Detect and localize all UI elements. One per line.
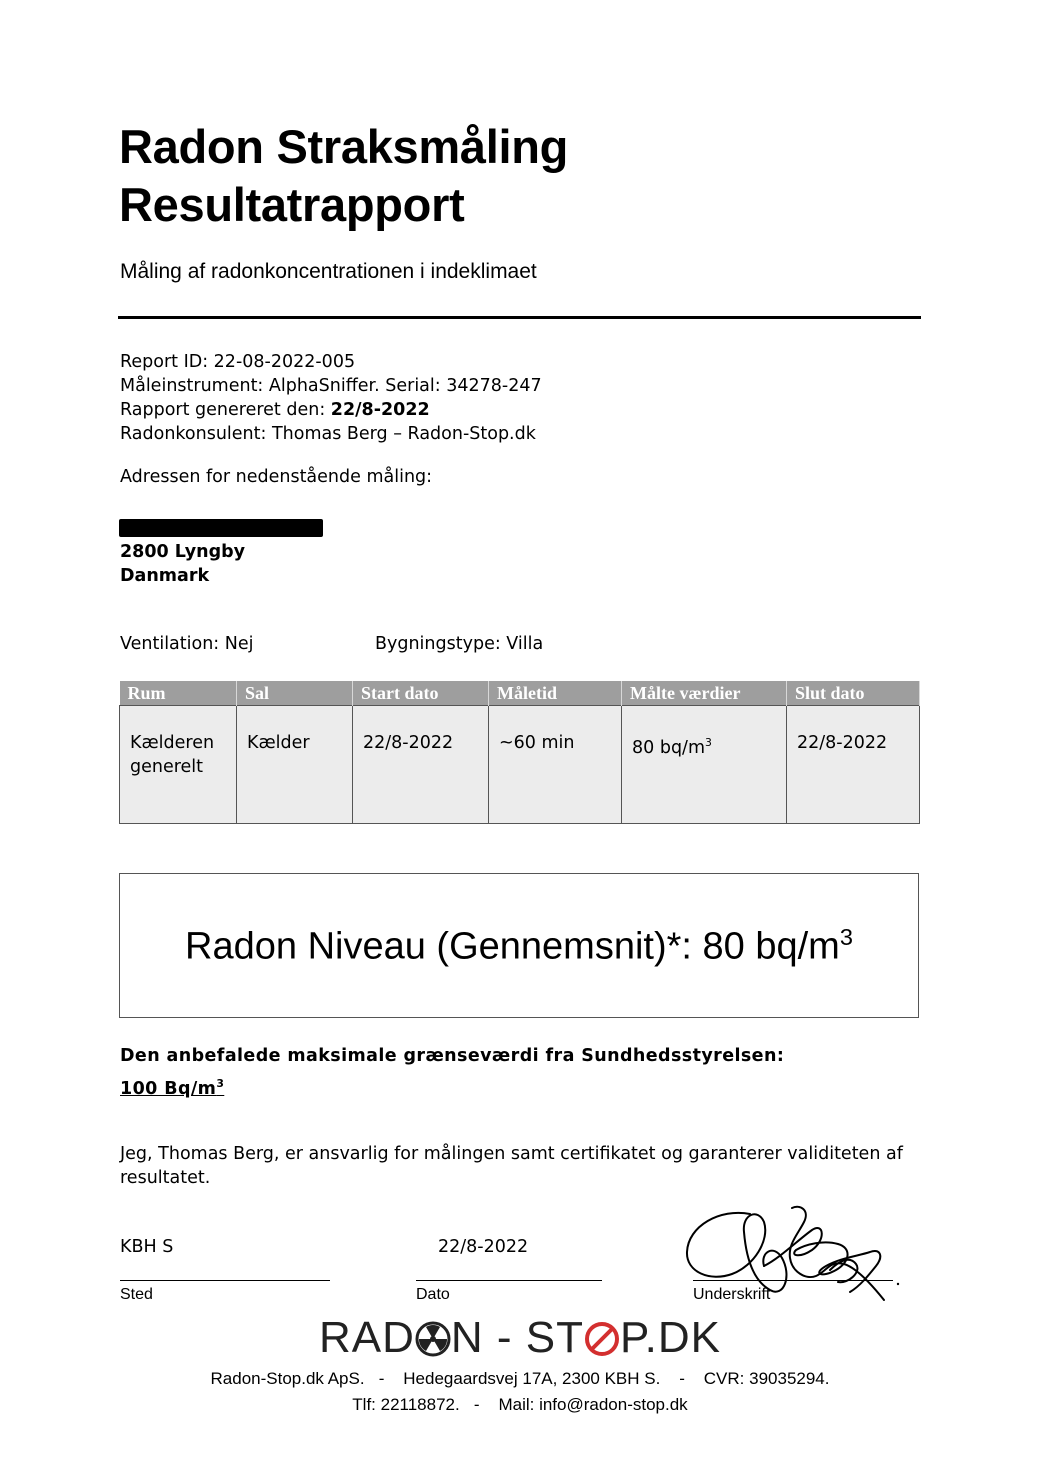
cell-room: Kælderen generelt — [120, 706, 237, 824]
result-box — [119, 873, 919, 1018]
superscript: 3 — [705, 736, 712, 749]
cell-value — [622, 706, 787, 824]
col-header: Rum — [120, 681, 237, 706]
table-row — [120, 706, 920, 824]
place-value: KBH S — [120, 1237, 174, 1257]
address-label: Adressen for nedenstående måling: — [120, 467, 433, 487]
recommended-limit — [120, 1043, 784, 1103]
signature-label: Underskrift — [693, 1286, 771, 1303]
redacted-street — [119, 519, 323, 537]
cell-end: 22/8-2022 — [787, 706, 920, 824]
cell-start: 22/8-2022 — [353, 706, 489, 824]
result-text: Radon Niveau (Gennemsnit)*: 80 bq/m — [185, 925, 840, 968]
date-line — [416, 1280, 602, 1281]
date-label: Dato — [416, 1286, 450, 1303]
responsibility-statement: Jeg, Thomas Berg, er ansvarlig for målingen samt certifikatet og garanterer validiteten af resultatet. — [120, 1144, 903, 1188]
stop-icon — [584, 1321, 620, 1357]
superscript: 3 — [839, 924, 853, 950]
instrument: Måleinstrument: AlphaSniffer. Serial: 34278-247 — [120, 376, 542, 396]
generated — [120, 398, 542, 422]
footer-line-1: Radon-Stop.dk ApS. - Hedegaardsvej 17A, 2300 KBH S. - CVR: 39035294. — [210, 1369, 830, 1388]
limit-value — [120, 1070, 784, 1103]
page-title — [119, 118, 568, 234]
address-city: 2800 Lyngby — [120, 542, 246, 562]
col-header: Start dato — [353, 681, 489, 706]
ventilation: Ventilation: Nej — [120, 634, 254, 654]
title-line-2: Resultatrapport — [119, 178, 465, 231]
limit-value-text: 100 Bq/m — [120, 1078, 217, 1099]
measurement-table — [119, 681, 920, 824]
generated-label: Rapport genereret den: — [120, 400, 331, 420]
logo-text-2: N - ST — [450, 1313, 584, 1362]
company-logo — [0, 1313, 1040, 1363]
consultant: Radonkonsulent: Thomas Berg – Radon-Stop.dk — [120, 424, 536, 444]
title-divider — [118, 316, 921, 319]
address-block — [120, 540, 245, 588]
report-id: Report ID: 22-08-2022-005 — [120, 352, 356, 372]
result-level — [120, 924, 918, 969]
logo-text-1: RAD — [318, 1313, 415, 1362]
handwritten-signature — [680, 1200, 910, 1310]
report-meta — [120, 350, 542, 446]
cell-floor: Kælder — [237, 706, 353, 824]
cell-value-text: 80 bq/m — [632, 737, 705, 758]
table-header-row — [120, 681, 920, 706]
building-type: Bygningstype: Villa — [375, 634, 544, 654]
place-line — [120, 1280, 330, 1281]
generated-date: 22/8-2022 — [330, 400, 430, 420]
superscript: 3 — [216, 1077, 225, 1090]
limit-text: Den anbefalede maksimale grænseværdi fra Sundhedsstyrelsen: — [120, 1046, 785, 1066]
date-value: 22/8-2022 — [438, 1237, 529, 1257]
col-header: Målte værdier — [622, 681, 787, 706]
radiation-icon — [415, 1321, 451, 1357]
cell-duration: ~60 min — [489, 706, 622, 824]
col-header: Slut dato — [787, 681, 920, 706]
place-label: Sted — [120, 1286, 153, 1303]
title-line-1: Radon Straksmåling — [119, 120, 569, 173]
col-header: Sal — [237, 681, 353, 706]
subtitle: Måling af radonkoncentrationen i indeklimaet — [120, 260, 537, 283]
col-header: Måletid — [489, 681, 622, 706]
footer-line-2: Tlf: 22118872. - Mail: info@radon-stop.dk — [352, 1395, 688, 1414]
logo-text-3: P.DK — [619, 1313, 722, 1362]
address-country: Danmark — [120, 566, 210, 586]
